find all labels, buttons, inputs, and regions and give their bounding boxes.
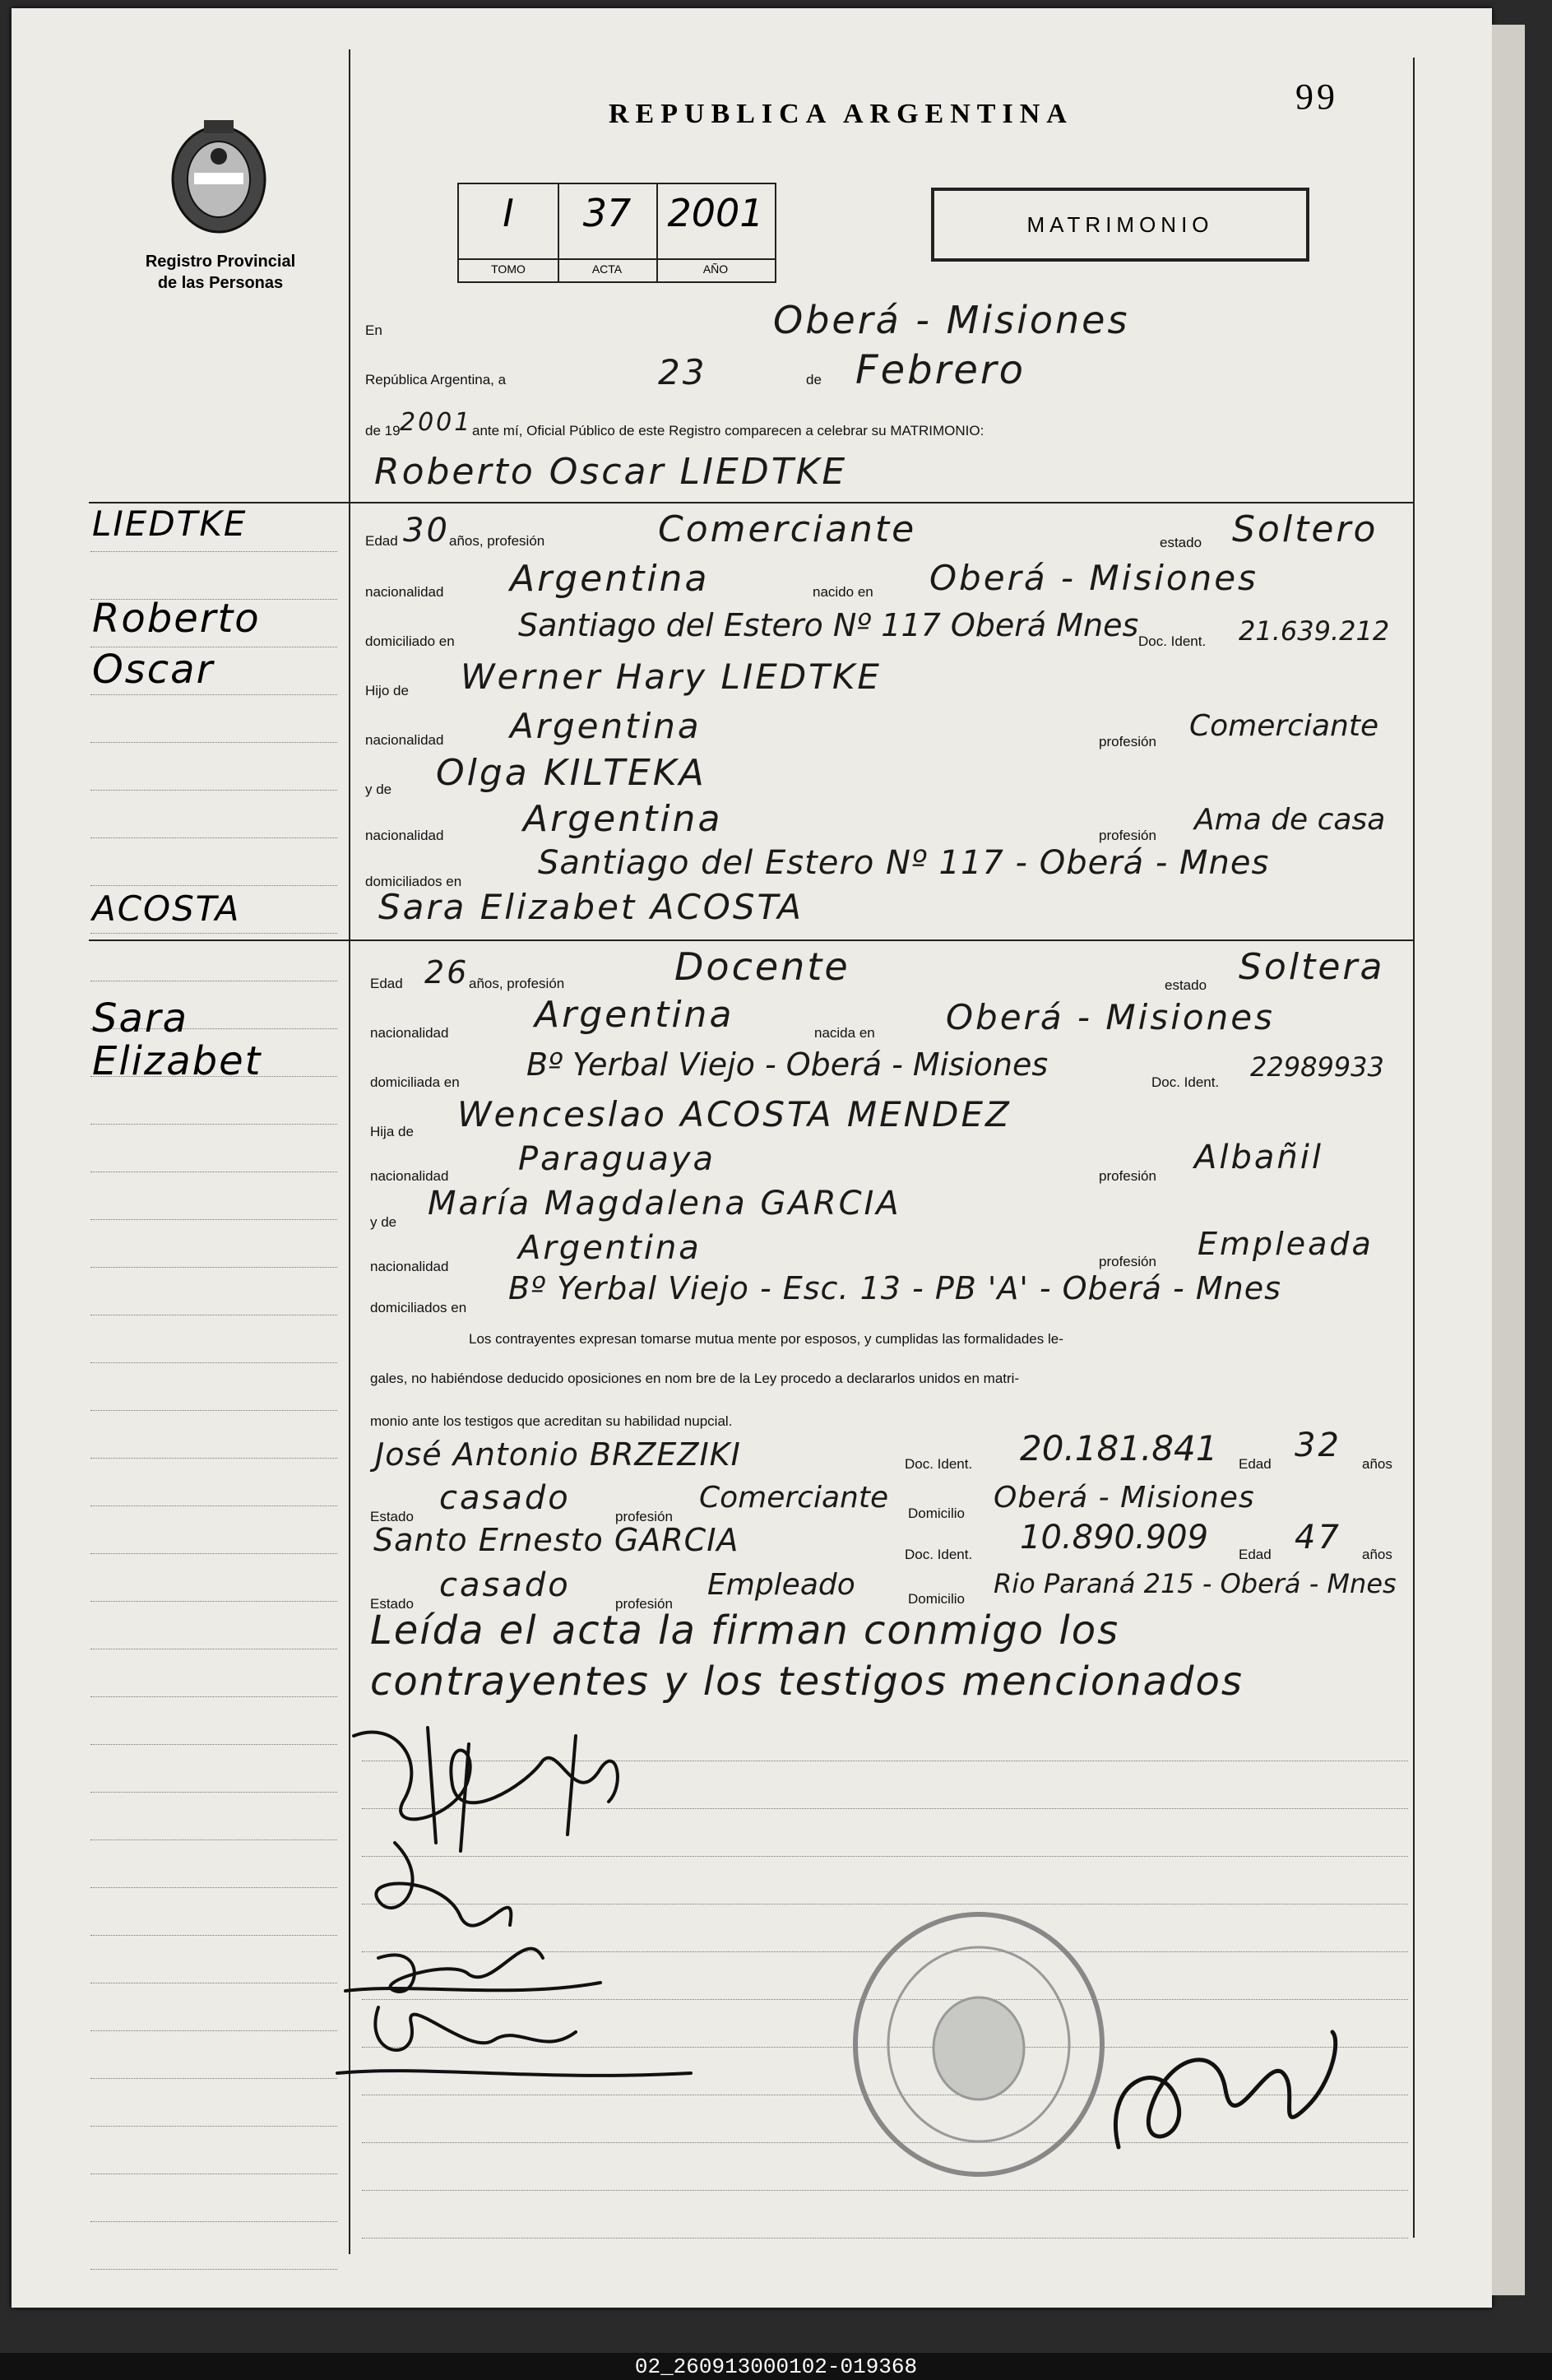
groom-doc: 21.639.212 [1239, 615, 1390, 647]
margin-rule [90, 1267, 337, 1268]
margin-rule [90, 837, 337, 838]
groom-father-nac: Argentina [510, 706, 702, 746]
margin-rule [90, 2221, 337, 2222]
groom-mother: Olga KILTEKA [436, 752, 707, 794]
groom-doc-label: Doc. Ident. [1138, 633, 1207, 649]
witness-1-doc: 20.181.841 [1020, 1428, 1218, 1468]
witness-1-dom-label: Domicilio [908, 1505, 965, 1521]
groom-domicilio: Santiago del Estero Nº 117 Oberá Mnes [518, 607, 1139, 643]
tomo-cell [459, 184, 559, 281]
official-seal [847, 1909, 1110, 2180]
margin-rule [90, 2269, 337, 2270]
witness-2-dom-label: Domicilio [908, 1591, 965, 1607]
year-value: 2001 [400, 408, 473, 437]
bride-mother: María Magdalena GARCIA [428, 1185, 901, 1222]
witness-1-anos-label: años [1362, 1456, 1392, 1472]
groom-parents-dom-label: domiciliados en [365, 874, 462, 889]
witness-2-edad: 47 [1295, 1519, 1341, 1557]
groom-mother-label: y de [365, 782, 392, 797]
bride-father: Wenceslao ACOSTA MENDEZ [457, 1094, 1012, 1134]
groom-full-name: Roberto Oscar LIEDTKE [374, 451, 848, 493]
tomo-label: TOMO [459, 258, 558, 276]
margin-rule [90, 1887, 337, 1888]
margin-rule [90, 1362, 337, 1363]
bride-doc: 22989933 [1250, 1051, 1384, 1083]
margin-rule [90, 1553, 337, 1554]
groom-dom-label: domiciliado en [365, 633, 455, 649]
bride-parents-dom: Bº Yerbal Viejo - Esc. 13 - PB 'A' - Oberá - Mnes [508, 1270, 1281, 1306]
groom-profesion: Comerciante [658, 508, 917, 550]
groom-father-prof-label: profesión [1099, 734, 1156, 749]
right-border [1413, 58, 1415, 2238]
bride-father-label: Hija de [370, 1124, 414, 1139]
groom-mother-prof: Ama de casa [1194, 803, 1386, 837]
margin-rule [90, 933, 337, 934]
de-label: de [806, 372, 822, 387]
closing-line-1: Leída el acta la firman conmigo los [370, 1608, 1120, 1654]
book-edge [1492, 25, 1525, 2295]
ano-value: 2001 [667, 191, 764, 235]
margin-rule [90, 1410, 337, 1411]
bride-nacida-label: nacida en [814, 1025, 875, 1041]
year-prefix: de 19 [365, 423, 401, 438]
bride-domicilio: Bº Yerbal Viejo - Oberá - Misiones [526, 1046, 1049, 1083]
witness-2-domicilio: Rio Paraná 215 - Oberá - Mnes [994, 1568, 1397, 1599]
groom-mother-nac-label: nacionalidad [365, 828, 444, 843]
acta-cell [558, 184, 658, 281]
witness-1-edad-label: Edad [1239, 1456, 1272, 1472]
witness-2-doc-label: Doc. Ident. [905, 1547, 973, 1562]
groom-nacionalidad: Argentina [510, 558, 710, 600]
groom-mother-nac: Argentina [523, 798, 723, 840]
document-type: MATRIMONIO [1026, 212, 1214, 237]
page-number: 99 [1295, 77, 1338, 117]
bride-mother-prof-label: profesión [1099, 1254, 1156, 1269]
margin-bride-given-1: Sara [92, 995, 189, 1042]
margin-rule [90, 1792, 337, 1793]
groom-father: Werner Hary LIEDTKE [461, 656, 882, 697]
bride-mother-label: y de [370, 1214, 397, 1230]
bride-father-nac-label: nacionalidad [370, 1168, 449, 1184]
margin-rule [90, 1219, 337, 1220]
declaration-line-2: gales, no habiéndose deducido oposiciones en nom bre de la Ley procedo a declararlos unidos en matri- [370, 1371, 1020, 1386]
margin-rule [90, 1124, 337, 1125]
margin-bride-given-2: Elizabet [92, 1038, 262, 1084]
margin-rule [90, 1505, 337, 1506]
witness-2-doc: 10.890.909 [1020, 1519, 1209, 1557]
bride-nac-label: nacionalidad [370, 1025, 449, 1041]
witness-1-estado: casado [439, 1479, 571, 1517]
signatures [329, 1711, 707, 2106]
margin-rule [90, 2030, 337, 2031]
margin-rule [90, 1601, 337, 1602]
republica-label: República Argentina, a [365, 372, 507, 387]
registry-name: Registro Provincial de las Personas [145, 253, 296, 292]
bride-doc-label: Doc. Ident. [1151, 1074, 1220, 1090]
witness-1-edad: 32 [1295, 1427, 1341, 1464]
statement: ante mí, Oficial Público de este Registro comparecen a celebrar su MATRIMONIO: [472, 423, 984, 438]
groom-mother-prof-label: profesión [1099, 828, 1156, 843]
witness-1-prof-label: profesión [615, 1509, 673, 1524]
groom-estado-label: estado [1160, 535, 1202, 550]
bride-dom-label: domiciliada en [370, 1074, 460, 1090]
bride-section-divider [89, 939, 1413, 941]
bride-nacionalidad: Argentina [535, 994, 734, 1036]
groom-edad: 30 [403, 512, 450, 550]
officer-signature [1086, 2007, 1365, 2172]
en-label: En [365, 322, 382, 338]
bride-father-nac: Paraguaya [518, 1140, 716, 1178]
acta-value: 37 [582, 191, 632, 235]
witness-2-profesion: Empleado [707, 1568, 855, 1602]
margin-groom-surname: LIEDTKE [92, 503, 248, 544]
witness-1-profesion: Comerciante [699, 1481, 889, 1515]
margin-rule [90, 790, 337, 791]
groom-edad-label: Edad [365, 533, 398, 549]
witness-1-estado-label: Estado [370, 1509, 414, 1524]
ano-label: AÑO [656, 258, 775, 276]
margin-rule [90, 742, 337, 743]
bride-anos-label: años, profesión [469, 976, 565, 991]
bride-edad-label: Edad [370, 976, 403, 991]
groom-nac-label: nacionalidad [365, 584, 444, 600]
ano-cell [656, 184, 775, 281]
margin-rule [90, 2126, 337, 2127]
declaration-line-1: Los contrayentes expresan tomarse mutua mente por esposos, y cumplidas las formalidades le- [469, 1331, 1063, 1347]
closing-line-2: contrayentes y los testigos mencionados [370, 1659, 1244, 1705]
groom-father-label: Hijo de [365, 683, 409, 698]
day: 23 [658, 352, 707, 392]
witness-2-edad-label: Edad [1239, 1547, 1272, 1562]
groom-father-prof: Comerciante [1189, 709, 1379, 743]
margin-rule [90, 694, 337, 695]
witness-1-name: José Antonio BRZEZIKI [375, 1436, 741, 1473]
groom-father-nac-label: nacionalidad [365, 732, 444, 748]
margin-rule [90, 885, 337, 886]
margin-rule [90, 2078, 337, 2079]
witness-1-domicilio: Oberá - Misiones [994, 1481, 1255, 1515]
groom-nacido: Oberá - Misiones [929, 558, 1258, 598]
margin-rule [90, 1696, 337, 1697]
month: Febrero [855, 347, 1026, 393]
witness-2-estado-label: Estado [370, 1596, 414, 1612]
groom-nacido-label: nacido en [813, 584, 873, 600]
witness-1-doc-label: Doc. Ident. [905, 1456, 973, 1472]
margin-groom-given-1: Roberto [92, 596, 261, 642]
groom-section-divider [89, 502, 1413, 503]
tomo-value: I [503, 191, 514, 235]
country-title: REPUBLICA ARGENTINA [609, 99, 1073, 129]
coat-of-arms-icon [161, 115, 276, 239]
margin-rule [90, 1171, 337, 1172]
margin-rule [90, 1744, 337, 1745]
witness-2-prof-label: profesión [615, 1596, 673, 1612]
place: Oberá - Misiones [773, 298, 1130, 342]
witness-2-anos-label: años [1362, 1547, 1392, 1562]
bride-edad: 26 [424, 954, 470, 991]
margin-rule [90, 1458, 337, 1459]
margin-bride-surname: ACOSTA [92, 888, 241, 929]
margin-rule [90, 551, 337, 552]
bride-nacida: Oberá - Misiones [946, 997, 1275, 1037]
record-box [457, 183, 776, 283]
bride-mother-nac: Argentina [518, 1229, 702, 1267]
bride-mother-nac-label: nacionalidad [370, 1259, 449, 1274]
bride-estado: Soltera [1239, 946, 1385, 988]
bride-estado-label: estado [1165, 977, 1207, 993]
groom-anos-label: años, profesión [449, 533, 545, 549]
bride-father-prof-label: profesión [1099, 1168, 1156, 1184]
margin-rule [90, 1935, 337, 1936]
document-type-box [931, 188, 1309, 262]
groom-estado: Soltero [1232, 508, 1378, 550]
footer-id: 02_260913000102-019368 [634, 2354, 918, 2379]
bride-mother-prof: Empleada [1198, 1226, 1374, 1262]
witness-2-estado: casado [439, 1566, 571, 1604]
witness-2-name: Santo Ernesto GARCIA [373, 1522, 739, 1558]
acta-label: ACTA [558, 258, 656, 276]
bride-full-name: Sara Elizabet ACOSTA [378, 887, 804, 927]
margin-groom-given-2: Oscar [92, 647, 215, 693]
declaration-line-3: monio ante los testigos que acreditan su habilidad nupcial. [370, 1413, 733, 1429]
bride-profesion: Docente [674, 944, 850, 989]
bride-father-prof: Albañil [1194, 1139, 1323, 1176]
groom-parents-dom: Santiago del Estero Nº 117 - Oberá - Mnes [538, 844, 1270, 882]
bride-parents-dom-label: domiciliados en [370, 1300, 467, 1315]
body-rule [362, 2190, 1408, 2191]
